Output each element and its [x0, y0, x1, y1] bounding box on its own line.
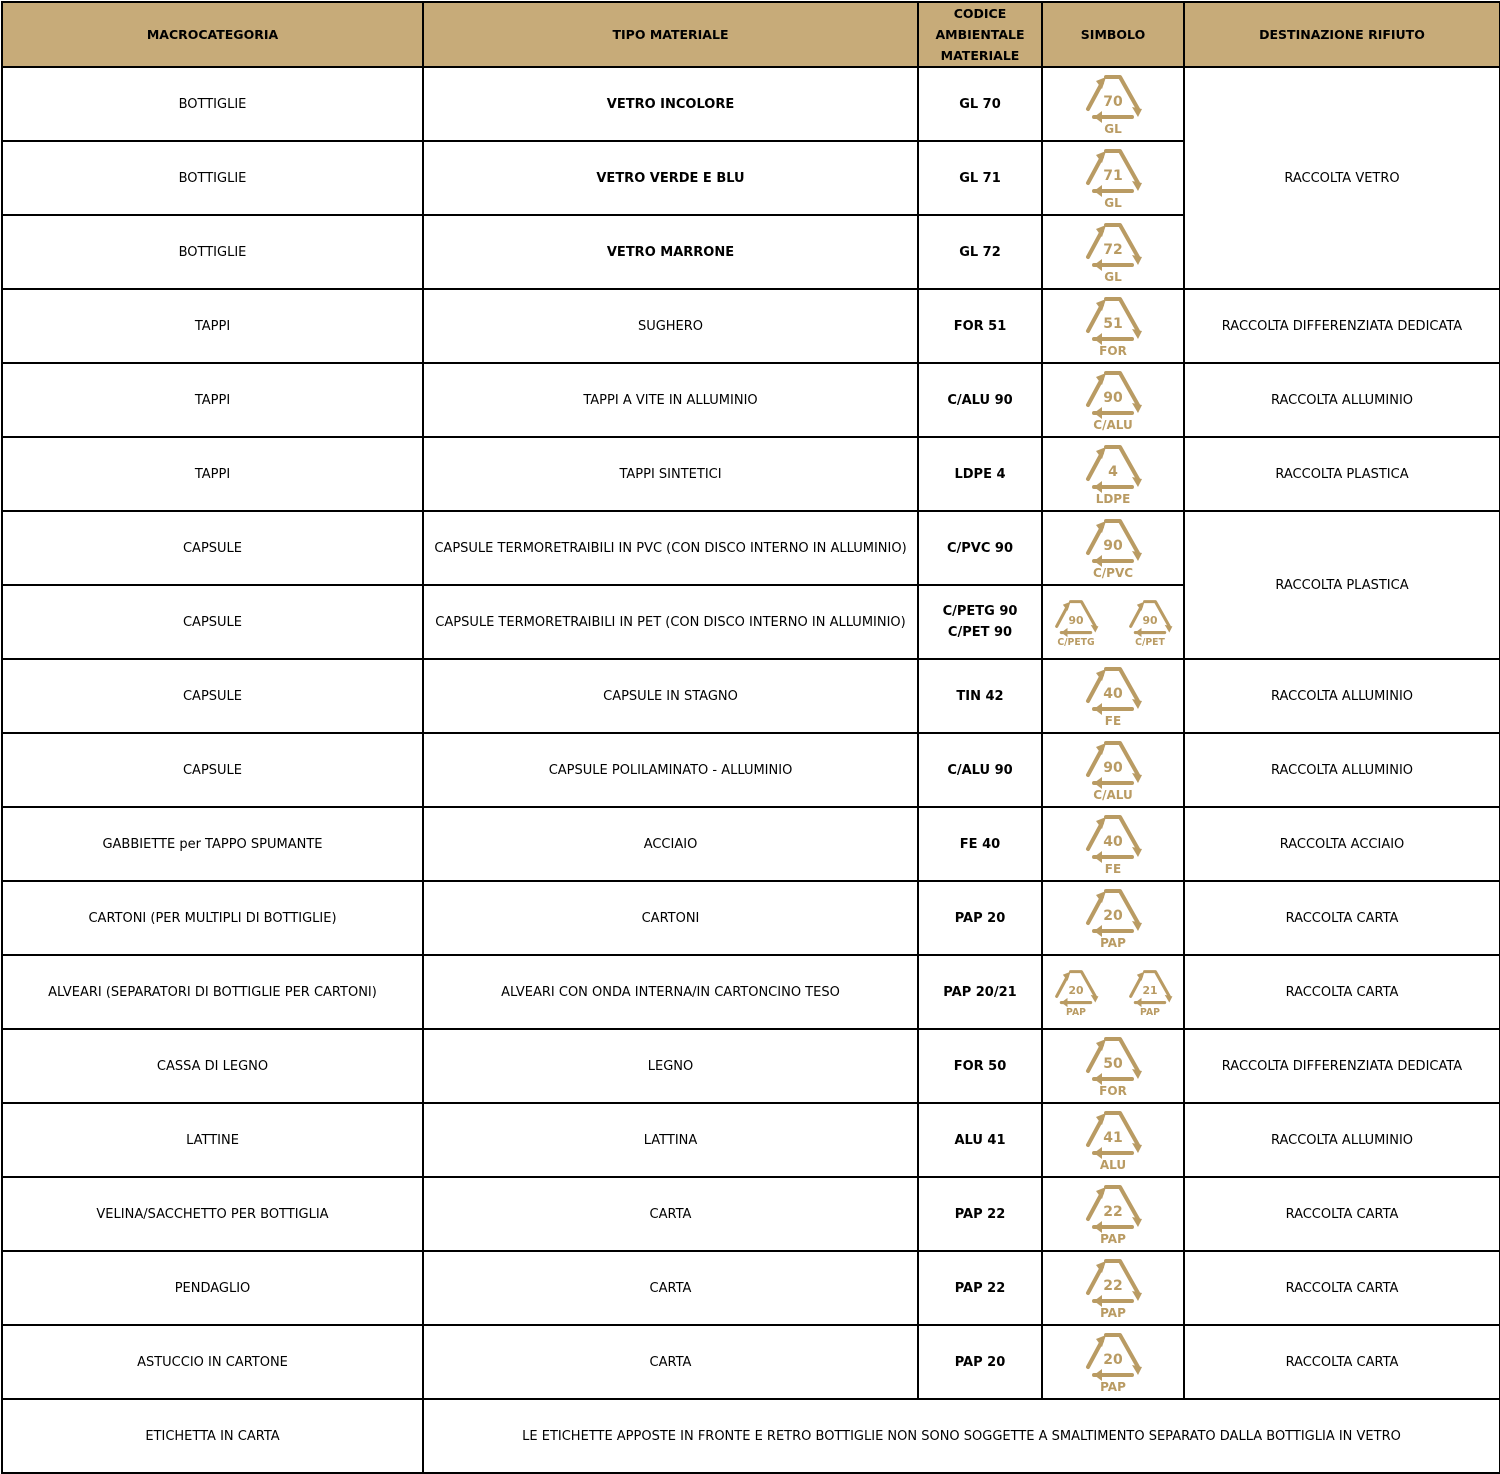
symbol-label: C/PETG	[1057, 636, 1095, 648]
cell-codice	[918, 585, 1042, 659]
arrow-head-icon	[1135, 627, 1141, 636]
cell-macrocategoria: BOTTIGLIE	[2, 215, 423, 289]
codice-value: C/PET 90	[947, 625, 1013, 640]
recycling-symbol-icon	[1126, 597, 1174, 648]
recycling-symbol-icon	[1082, 145, 1144, 211]
cell-codice	[918, 141, 1042, 215]
cell-tipo-materiale: ACCIAIO	[423, 807, 918, 881]
symbol-group	[1043, 1252, 1183, 1324]
cell-codice	[918, 67, 1042, 141]
cell-simbolo	[1042, 437, 1184, 511]
arrow-head-icon	[1132, 403, 1142, 413]
symbol-number: 90	[1103, 760, 1123, 776]
cell-destinazione: RACCOLTA ALLUMINIO	[1184, 1103, 1500, 1177]
cell-simbolo	[1042, 881, 1184, 955]
header-destinazione: DESTINAZIONE RIFIUTO	[1184, 2, 1500, 67]
cell-macrocategoria: CAPSULE	[2, 733, 423, 807]
header-simbolo: SIMBOLO	[1042, 2, 1184, 67]
symbol-number: 22	[1103, 1278, 1123, 1294]
table-row	[2, 659, 1500, 733]
codice-value: PAP 20	[954, 910, 1006, 926]
symbol-number: 90	[1103, 390, 1123, 406]
cell-tipo-materiale: CAPSULE IN STAGNO	[423, 659, 918, 733]
table-row-last	[2, 1399, 1500, 1473]
cell-tipo-materiale: LEGNO	[423, 1029, 918, 1103]
cell-tipo-materiale: CAPSULE TERMORETRAIBILI IN PET (CON DISCO INTERNO IN ALLUMINIO)	[423, 585, 918, 659]
cell-tipo-materiale: LATTINA	[423, 1103, 918, 1177]
cell-simbolo	[1042, 1029, 1184, 1103]
cell-destinazione: RACCOLTA DIFFERENZIATA DEDICATA	[1184, 289, 1500, 363]
cell-simbolo	[1042, 1177, 1184, 1251]
arrow-head-icon	[1132, 329, 1142, 339]
cell-macrocategoria: TAPPI	[2, 437, 423, 511]
symbol-label: PAP	[1140, 1006, 1160, 1018]
symbol-number: 40	[1103, 686, 1123, 702]
codice-value: GL 70	[959, 96, 1001, 112]
table-row	[2, 955, 1500, 1029]
recycling-symbol-icon	[1052, 967, 1100, 1018]
cell-macrocategoria: TAPPI	[2, 289, 423, 363]
cell-destinazione: RACCOLTA CARTA	[1184, 1251, 1500, 1325]
cell-note: LE ETICHETTE APPOSTE IN FRONTE E RETRO BOTTIGLIE NON SONO SOGGETTE A SMALTIMENTO SEPARATO DALLA BOTTIGLIA IN VETRO	[423, 1399, 1500, 1473]
recycling-symbol-icon	[1082, 1255, 1144, 1321]
arrow-head-icon	[1061, 627, 1067, 636]
symbol-label: ALU	[1099, 1158, 1127, 1172]
symbol-group	[1043, 512, 1183, 584]
cell-tipo-materiale: CAPSULE TERMORETRAIBILI IN PVC (CON DISCO INTERNO IN ALLUMINIO)	[423, 511, 918, 585]
cell-macrocategoria: ALVEARI (SEPARATORI DI BOTTIGLIE PER CARTONI)	[2, 955, 423, 1029]
symbol-label: LDPE	[1095, 492, 1131, 506]
cell-tipo-materiale: TAPPI SINTETICI	[423, 437, 918, 511]
symbol-group	[1043, 808, 1183, 880]
table-row	[2, 437, 1500, 511]
arrow-head-icon	[1094, 259, 1102, 271]
header-codice	[918, 2, 1042, 67]
symbol-number: 51	[1103, 316, 1123, 332]
arrow-head-icon	[1091, 994, 1099, 1002]
cell-simbolo	[1042, 511, 1184, 585]
table-row	[2, 1325, 1500, 1399]
cell-tipo-materiale: VETRO VERDE E BLU	[423, 141, 918, 215]
codice-value: GL 71	[959, 170, 1001, 186]
cell-tipo-materiale: CARTA	[423, 1251, 918, 1325]
cell-macrocategoria: GABBIETTE per TAPPO SPUMANTE	[2, 807, 423, 881]
symbol-number: 70	[1103, 94, 1123, 110]
recycling-symbol-icon	[1082, 1329, 1144, 1395]
symbol-number: 90	[1142, 613, 1158, 627]
cell-codice	[918, 1325, 1042, 1399]
cell-tipo-materiale: CAPSULE POLILAMINATO - ALLUMINIO	[423, 733, 918, 807]
recycling-symbol-icon	[1082, 367, 1144, 433]
recycling-symbol-icon	[1082, 219, 1144, 285]
cell-codice	[918, 437, 1042, 511]
cell-simbolo	[1042, 1103, 1184, 1177]
cell-simbolo	[1042, 733, 1184, 807]
cell-simbolo	[1042, 289, 1184, 363]
header-codice-line: CODICE	[953, 6, 1007, 21]
recycling-table	[1, 1, 1500, 1474]
cell-simbolo	[1042, 67, 1184, 141]
arrow-head-icon	[1132, 1143, 1142, 1153]
symbol-group	[1043, 660, 1183, 732]
recycling-symbol-icon	[1082, 515, 1144, 581]
arrow-head-icon	[1132, 1291, 1142, 1301]
symbol-label: PAP	[1100, 1380, 1126, 1394]
arrow-head-icon	[1132, 1069, 1142, 1079]
table-row	[2, 1251, 1500, 1325]
symbol-label: PAP	[1100, 1306, 1126, 1320]
cell-codice	[918, 659, 1042, 733]
table-row	[2, 1103, 1500, 1177]
cell-simbolo	[1042, 363, 1184, 437]
header-tipo-materiale: TIPO MATERIALE	[423, 2, 918, 67]
arrow-head-icon	[1132, 773, 1142, 783]
symbol-number: 71	[1103, 168, 1123, 184]
codice-value: C/PETG 90	[942, 604, 1018, 619]
header-macrocategoria: MACROCATEGORIA	[2, 2, 423, 67]
cell-codice	[918, 1251, 1042, 1325]
symbol-group	[1043, 438, 1183, 510]
cell-destinazione: RACCOLTA DIFFERENZIATA DEDICATA	[1184, 1029, 1500, 1103]
cell-macrocategoria: CAPSULE	[2, 585, 423, 659]
cell-codice	[918, 511, 1042, 585]
arrow-head-icon	[1094, 185, 1102, 197]
arrow-head-icon	[1132, 255, 1142, 265]
arrow-head-icon	[1132, 107, 1142, 117]
symbol-label: GL	[1104, 196, 1122, 210]
table-row	[2, 67, 1500, 141]
cell-tipo-materiale: CARTA	[423, 1325, 918, 1399]
cell-codice	[918, 289, 1042, 363]
symbol-label: FOR	[1099, 344, 1127, 358]
symbol-number: 22	[1103, 1204, 1123, 1220]
symbol-group	[1043, 1326, 1183, 1398]
symbol-label: PAP	[1100, 1232, 1126, 1246]
cell-codice	[918, 733, 1042, 807]
recycling-symbol-icon	[1082, 1107, 1144, 1173]
cell-macrocategoria: ASTUCCIO IN CARTONE	[2, 1325, 423, 1399]
cell-macrocategoria: LATTINE	[2, 1103, 423, 1177]
codice-value: LDPE 4	[954, 466, 1006, 482]
symbol-group	[1043, 1104, 1183, 1176]
arrow-head-icon	[1094, 703, 1102, 715]
recycling-symbol-icon	[1082, 811, 1144, 877]
symbol-label: GL	[1104, 122, 1122, 136]
arrow-head-icon	[1132, 551, 1142, 561]
symbol-label: FOR	[1099, 1084, 1127, 1098]
cell-destinazione: RACCOLTA PLASTICA	[1184, 511, 1500, 659]
table-row	[2, 289, 1500, 363]
symbol-group	[1043, 290, 1183, 362]
codice-value: FOR 51	[953, 318, 1007, 334]
symbol-group	[1043, 734, 1183, 806]
codice-value: C/ALU 90	[947, 392, 1013, 408]
cell-destinazione: RACCOLTA CARTA	[1184, 881, 1500, 955]
cell-simbolo	[1042, 807, 1184, 881]
cell-macrocategoria: TAPPI	[2, 363, 423, 437]
arrow-head-icon	[1165, 624, 1173, 632]
symbol-number: 20	[1103, 1352, 1123, 1368]
cell-macrocategoria: CAPSULE	[2, 511, 423, 585]
recycling-symbol-icon	[1082, 293, 1144, 359]
symbol-number: 4	[1108, 464, 1118, 480]
cell-codice	[918, 1029, 1042, 1103]
symbol-label: GL	[1104, 270, 1122, 284]
cell-macrocategoria: PENDAGLIO	[2, 1251, 423, 1325]
cell-simbolo	[1042, 215, 1184, 289]
recycling-symbol-icon	[1082, 737, 1144, 803]
arrow-head-icon	[1165, 994, 1173, 1002]
symbol-label: FE	[1104, 714, 1122, 728]
recycling-symbol-icon	[1082, 71, 1144, 137]
cell-tipo-materiale: VETRO INCOLORE	[423, 67, 918, 141]
codice-value: FE 40	[959, 836, 1001, 852]
symbol-number: 41	[1103, 1130, 1123, 1146]
symbol-group	[1043, 1030, 1183, 1102]
recycling-symbol-icon	[1126, 967, 1174, 1018]
symbol-label: PAP	[1100, 936, 1126, 950]
codice-value: PAP 20	[954, 1354, 1006, 1370]
table-row	[2, 1177, 1500, 1251]
recycling-symbol-icon	[1082, 1181, 1144, 1247]
codice-value: TIN 42	[956, 688, 1004, 704]
cell-destinazione: RACCOLTA CARTA	[1184, 1177, 1500, 1251]
cell-simbolo	[1042, 659, 1184, 733]
cell-destinazione: RACCOLTA PLASTICA	[1184, 437, 1500, 511]
cell-simbolo	[1042, 955, 1184, 1029]
cell-macrocategoria: CASSA DI LEGNO	[2, 1029, 423, 1103]
symbol-group	[1043, 1178, 1183, 1250]
arrow-head-icon	[1132, 477, 1142, 487]
arrow-head-icon	[1132, 1365, 1142, 1375]
cell-macrocategoria: ETICHETTA IN CARTA	[2, 1399, 423, 1473]
cell-tipo-materiale: TAPPI A VITE IN ALLUMINIO	[423, 363, 918, 437]
arrow-head-icon	[1135, 997, 1141, 1006]
recycling-symbol-icon	[1082, 663, 1144, 729]
recycling-symbol-icon	[1052, 597, 1100, 648]
arrow-head-icon	[1091, 624, 1099, 632]
cell-tipo-materiale: SUGHERO	[423, 289, 918, 363]
codice-value: ALU 41	[954, 1132, 1006, 1148]
symbol-group	[1043, 216, 1183, 288]
cell-codice	[918, 1177, 1042, 1251]
symbol-number: 90	[1103, 538, 1123, 554]
cell-destinazione: RACCOLTA ALLUMINIO	[1184, 363, 1500, 437]
codice-value: PAP 22	[954, 1206, 1006, 1222]
cell-codice	[918, 807, 1042, 881]
cell-tipo-materiale: VETRO MARRONE	[423, 215, 918, 289]
codice-value: PAP 22	[954, 1280, 1006, 1296]
symbol-number: 20	[1068, 983, 1084, 997]
table-row	[2, 511, 1500, 585]
cell-codice	[918, 955, 1042, 1029]
codice-value: GL 72	[959, 244, 1001, 260]
header-row	[2, 2, 1500, 67]
cell-destinazione: RACCOLTA CARTA	[1184, 1325, 1500, 1399]
arrow-head-icon	[1094, 111, 1102, 123]
symbol-number: 20	[1103, 908, 1123, 924]
codice-value: PAP 20/21	[943, 984, 1017, 1000]
arrow-head-icon	[1132, 921, 1142, 931]
symbol-group	[1043, 68, 1183, 140]
symbol-label: C/ALU	[1093, 418, 1133, 432]
symbol-group	[1043, 364, 1183, 436]
cell-codice	[918, 1103, 1042, 1177]
symbol-group	[1043, 956, 1183, 1028]
symbol-label: C/ALU	[1093, 788, 1133, 802]
symbol-number: 90	[1068, 613, 1084, 627]
table-row	[2, 363, 1500, 437]
cell-destinazione: RACCOLTA ACCIAIO	[1184, 807, 1500, 881]
recycling-symbol-icon	[1082, 1033, 1144, 1099]
cell-macrocategoria: CAPSULE	[2, 659, 423, 733]
cell-macrocategoria: BOTTIGLIE	[2, 141, 423, 215]
table-row	[2, 1029, 1500, 1103]
cell-tipo-materiale: ALVEARI CON ONDA INTERNA/IN CARTONCINO TESO	[423, 955, 918, 1029]
cell-macrocategoria: BOTTIGLIE	[2, 67, 423, 141]
symbol-label: PAP	[1066, 1006, 1086, 1018]
symbol-number: 40	[1103, 834, 1123, 850]
symbol-group	[1043, 882, 1183, 954]
header-codice-line: MATERIALE	[940, 48, 1020, 63]
cell-destinazione: RACCOLTA CARTA	[1184, 955, 1500, 1029]
symbol-label: FE	[1104, 862, 1122, 876]
cell-codice	[918, 215, 1042, 289]
cell-destinazione: RACCOLTA ALLUMINIO	[1184, 659, 1500, 733]
symbol-label: C/PET	[1135, 636, 1165, 648]
codice-value: FOR 50	[953, 1058, 1007, 1074]
cell-tipo-materiale: CARTONI	[423, 881, 918, 955]
table-body	[2, 67, 1500, 1473]
cell-simbolo	[1042, 141, 1184, 215]
table-row	[2, 807, 1500, 881]
arrow-head-icon	[1132, 847, 1142, 857]
codice-value: C/PVC 90	[946, 540, 1014, 556]
cell-tipo-materiale: CARTA	[423, 1177, 918, 1251]
symbol-group	[1043, 586, 1183, 658]
symbol-number: 50	[1103, 1056, 1123, 1072]
cell-codice	[918, 881, 1042, 955]
arrow-head-icon	[1132, 181, 1142, 191]
symbol-number: 72	[1103, 242, 1123, 258]
arrow-head-icon	[1094, 851, 1102, 863]
arrow-head-icon	[1132, 1217, 1142, 1227]
cell-simbolo	[1042, 585, 1184, 659]
cell-simbolo	[1042, 1251, 1184, 1325]
symbol-label: C/PVC	[1092, 566, 1134, 580]
recycling-symbol-icon	[1082, 885, 1144, 951]
cell-destinazione: RACCOLTA VETRO	[1184, 67, 1500, 289]
cell-destinazione: RACCOLTA ALLUMINIO	[1184, 733, 1500, 807]
cell-simbolo	[1042, 1325, 1184, 1399]
table-row	[2, 881, 1500, 955]
cell-codice	[918, 363, 1042, 437]
symbol-group	[1043, 142, 1183, 214]
cell-macrocategoria: VELINA/SACCHETTO PER BOTTIGLIA	[2, 1177, 423, 1251]
recycling-symbol-icon	[1082, 441, 1144, 507]
arrow-head-icon	[1061, 997, 1067, 1006]
symbol-number: 21	[1142, 983, 1158, 997]
header-codice-line: AMBIENTALE	[935, 27, 1025, 42]
arrow-head-icon	[1132, 699, 1142, 709]
table-row	[2, 733, 1500, 807]
cell-macrocategoria: CARTONI (PER MULTIPLI DI BOTTIGLIE)	[2, 881, 423, 955]
codice-value: C/ALU 90	[947, 762, 1013, 778]
